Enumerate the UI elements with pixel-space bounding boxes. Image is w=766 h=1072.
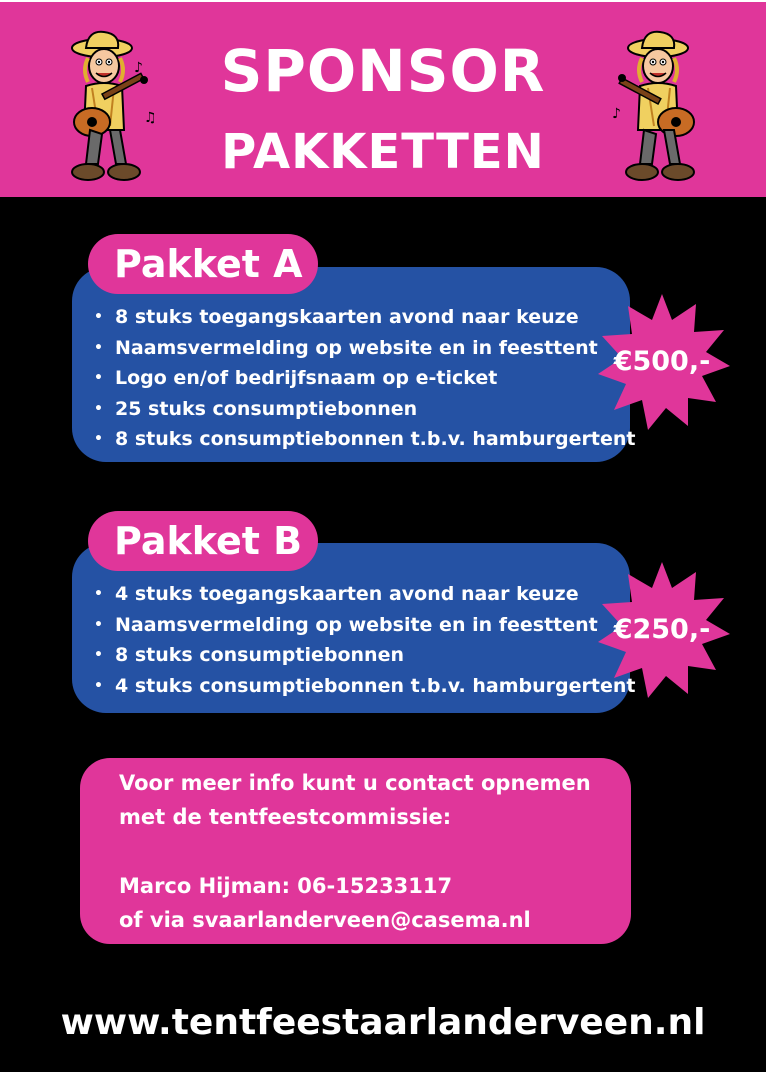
svg-text:♪: ♪ [134,60,143,76]
contact-line-2: met de tentfeestcommissie: [119,805,452,829]
svg-text:♪: ♪ [612,106,621,122]
list-item: • 25 stuks consumptiebonnen [94,397,418,420]
list-item: • 4 stuks toegangskaarten avond naar keuze [94,583,579,605]
cartoon-guitarist-icon [608,26,708,186]
package-a-title: Pakket A [88,234,318,294]
price-badge-a [592,292,732,432]
price-b: €250,- [613,614,711,645]
svg-text:♫: ♫ [144,110,157,126]
list-item: • 8 stuks consumptiebonnen t.b.v. hamburgertent [94,428,636,450]
website-link[interactable]: www.tentfeestaarlanderveen.nl [60,1002,706,1043]
contact-phone: Marco Hijman: 06-15233117 [119,874,453,898]
package-a-features [92,302,635,455]
price-badge-b [592,560,732,700]
list-item: • Logo en/of bedrijfsnaam op e-ticket [94,367,498,389]
package-b-features [92,579,635,701]
list-item: • Naamsvermelding op website en in feesttent [94,336,598,359]
list-item: • 8 stuks toegangskaarten avond naar keuze [94,306,579,328]
price-a: €500,- [613,346,711,377]
title-line-1: SPONSOR [220,37,546,105]
list-item: • 8 stuks consumptiebonnen [94,644,404,666]
list-item: • 4 stuks consumptiebonnen t.b.v. hamburgertent [94,674,636,697]
package-b-title: Pakket B [88,511,318,571]
title-line-2: PAKKETTEN [221,124,545,180]
contact-line-1: Voor meer info kunt u contact opnemen [119,771,591,795]
header-banner [0,0,766,197]
contact-email[interactable]: of via svaarlanderveen@casema.nl [119,908,531,932]
list-item: • Naamsvermelding op website en in feesttent [94,613,598,636]
cartoon-guitarist-icon [58,26,158,186]
